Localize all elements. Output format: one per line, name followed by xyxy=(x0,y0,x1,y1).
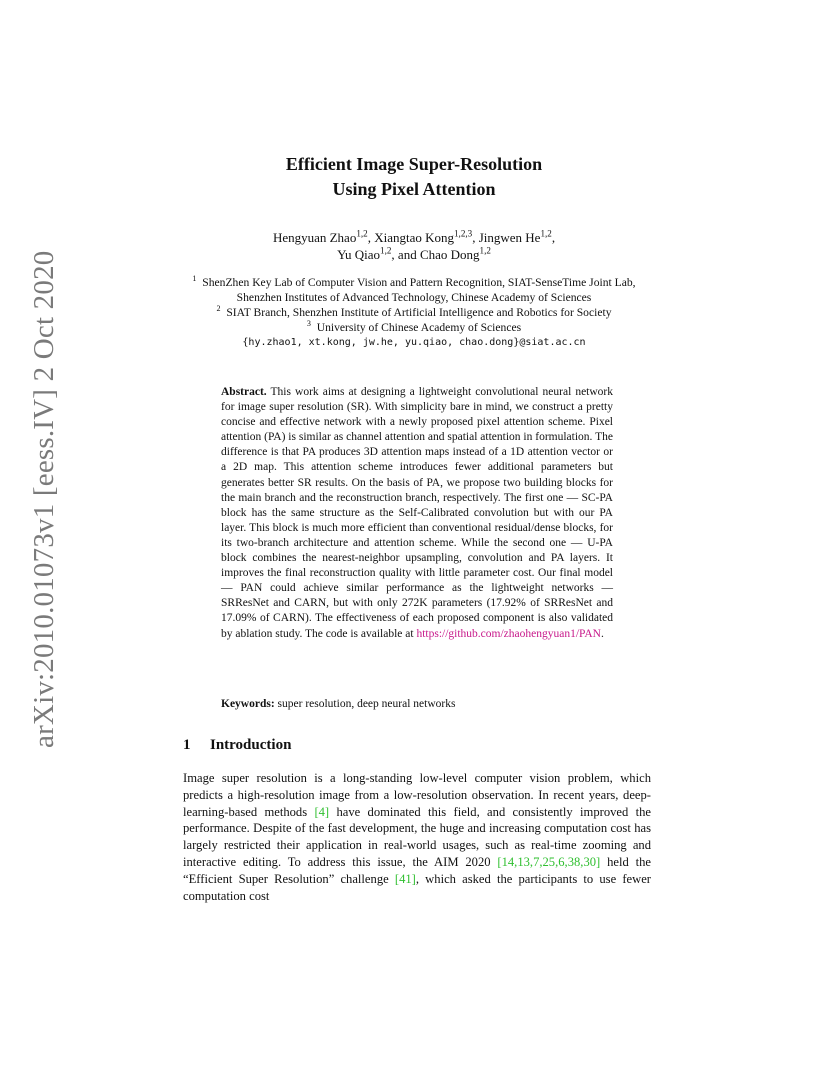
author-name: Xiangtao Kong xyxy=(374,230,454,245)
abstract-label: Abstract. xyxy=(221,386,267,398)
abstract: Abstract. This work aims at designing a lightweight convolutional neural network for image super resolution (SR). With simplicity bare in mind, we construct a pretty concise and effective network with a newly proposed pixel attention scheme. Pixel attention (PA) is similar as channel attention and spatial attention in formulation. The difference is that PA produces 3D attention maps instead of a 1D attention vector or a 2D map. This attention scheme introduces fewer additional parameters but generates better SR results. On the basis of PA, we propose two building blocks for the main branch and the reconstruction branch, respectively. The first one — SC-PA block has the same structure as the Self-Calibrated convolution but with our PA layer. This block is much more efficient than conventional residual/dense blocks, for its two-branch architecture and attention scheme. While the second one — U-PA block combines the nearest-neighbor upsampling, convolution and PA layers. It improves the final reconstruction quality with little parameter cost. Our final model — PAN could achieve similar performance as the lightweight networks — SRResNet and CARN, but with only 272K parameters (17.92% of SRResNet and 17.09% of CARN). The effectiveness of each proposed component is also validated by ablation study. The code is available at https://github.com/zhaohengyuan1/PAN. xyxy=(221,386,614,640)
keywords xyxy=(221,697,613,712)
author-emails: {hy.zhao1, xt.kong, jw.he, yu.qiao, chao.dong}@siat.ac.cn xyxy=(242,337,586,348)
section-heading xyxy=(183,737,291,754)
affiliation-1: $^1$ ShenZhen Key Lab of Computer Vision and Pattern Recognition, SIAT-SenseTime Joint Lab, Shenzhen Institutes of Advanced Technology, Chinese Academy of Sciences xyxy=(192,274,636,304)
author-name: Hengyuan Zhao xyxy=(272,230,357,245)
author-affil-sup: 1,2 xyxy=(479,245,491,256)
title-line-2: Using Pixel Attention xyxy=(332,179,496,199)
section-number: 1 xyxy=(183,737,191,753)
author-affil-sup: 1,2 xyxy=(540,228,552,239)
paper-title xyxy=(0,152,828,202)
abstract-text: This work aims at designing a lightweight convolutional neural network for image super resolution (SR). With simplicity bare in mind, we construct a pretty concise and effective network with a newly proposed pixel attention scheme. Pixel attention (PA) is similar as channel attention and spatial attention in formulation. The difference is that PA produces 3D attention maps instead of a 1D attention vector or a 2D map. This attention scheme introduces fewer additional parameters but generates better SR results. On the basis of PA, we propose two building blocks for the main branch and the reconstruction branch, respectively. The first one — SC-PA block has the same structure as the Self-Calibrated convolution but with our PA layer. This block is much more efficient than conventional residual/dense blocks, for its two-branch architecture and attention scheme. While the second one — U-PA block combines the nearest-neighbor upsampling, convolution and PA layers. It improves the final reconstruction quality with little parameter cost. Our final model — PAN could achieve similar performance as the lightweight networks — SRResNet and CARN, but with only 272K parameters (17.92% of SRResNet and 17.09% of CARN). The effectiveness of each proposed component is also validated by ablation study. The code is available at xyxy=(221,386,614,640)
affiliation-3: $^3$ University of Chinese Academy of Sciences xyxy=(306,319,522,334)
author-name: Chao Dong xyxy=(419,247,480,262)
section-title: Introduction xyxy=(210,737,292,753)
author-line-2: Yu Qiao$^{1,2}$, and Chao Dong$^{1,2}$ xyxy=(337,245,491,262)
author-affil-sup: 1,2,3 xyxy=(454,228,473,239)
author-affil-sup: 1,2 xyxy=(356,228,368,239)
introduction-paragraph: Image super resolution is a long-standing low-level computer vision problem, which predicts a high-resolution image from a low-resolution observation. In recent years, deep-learning-based methods [4] have dominated this field, and consistently improved the performance. Despite of the fast development, the huge and increasing computation cost has largely restricted their application in real-world usages, such as real-time zooming and interactive editing. To address this issue, the AIM 2020 [14,13,7,25,6,38,30] held the “Efficient Super Resolution” challenge [41], which asked the participants to use fewer computation cost xyxy=(183,771,651,903)
title-line-1: Efficient Image Super-Resolution xyxy=(285,154,543,174)
keywords-text: super resolution, deep neural networks xyxy=(277,698,456,710)
citation-link[interactable]: [41] xyxy=(394,871,416,886)
arxiv-identifier: arXiv:2010.01073v1 [eess.IV] 2 Oct 2020 xyxy=(28,250,60,748)
author-name: Jingwen He xyxy=(478,230,541,245)
citation-link[interactable]: [4] xyxy=(314,804,330,819)
citation-link[interactable]: [14,13,7,25,6,38,30] xyxy=(497,854,601,869)
author-affil-sup: 1,2 xyxy=(380,245,392,256)
affiliation-2: $^2$ SIAT Branch, Shenzhen Institute of Artificial Intelligence and Robotics for Society xyxy=(216,304,612,319)
keywords-label: Keywords: xyxy=(221,698,275,710)
author-name: Yu Qiao xyxy=(337,247,381,262)
author-line-1: Hengyuan Zhao$^{1,2}$, Xiangtao Kong$^{1,2,3}$, Jingwen He$^{1,2}$, xyxy=(272,228,556,245)
affiliations xyxy=(176,275,652,351)
author-list xyxy=(0,229,828,263)
code-link[interactable]: https://github.com/zhaohengyuan1/PAN xyxy=(416,627,601,640)
